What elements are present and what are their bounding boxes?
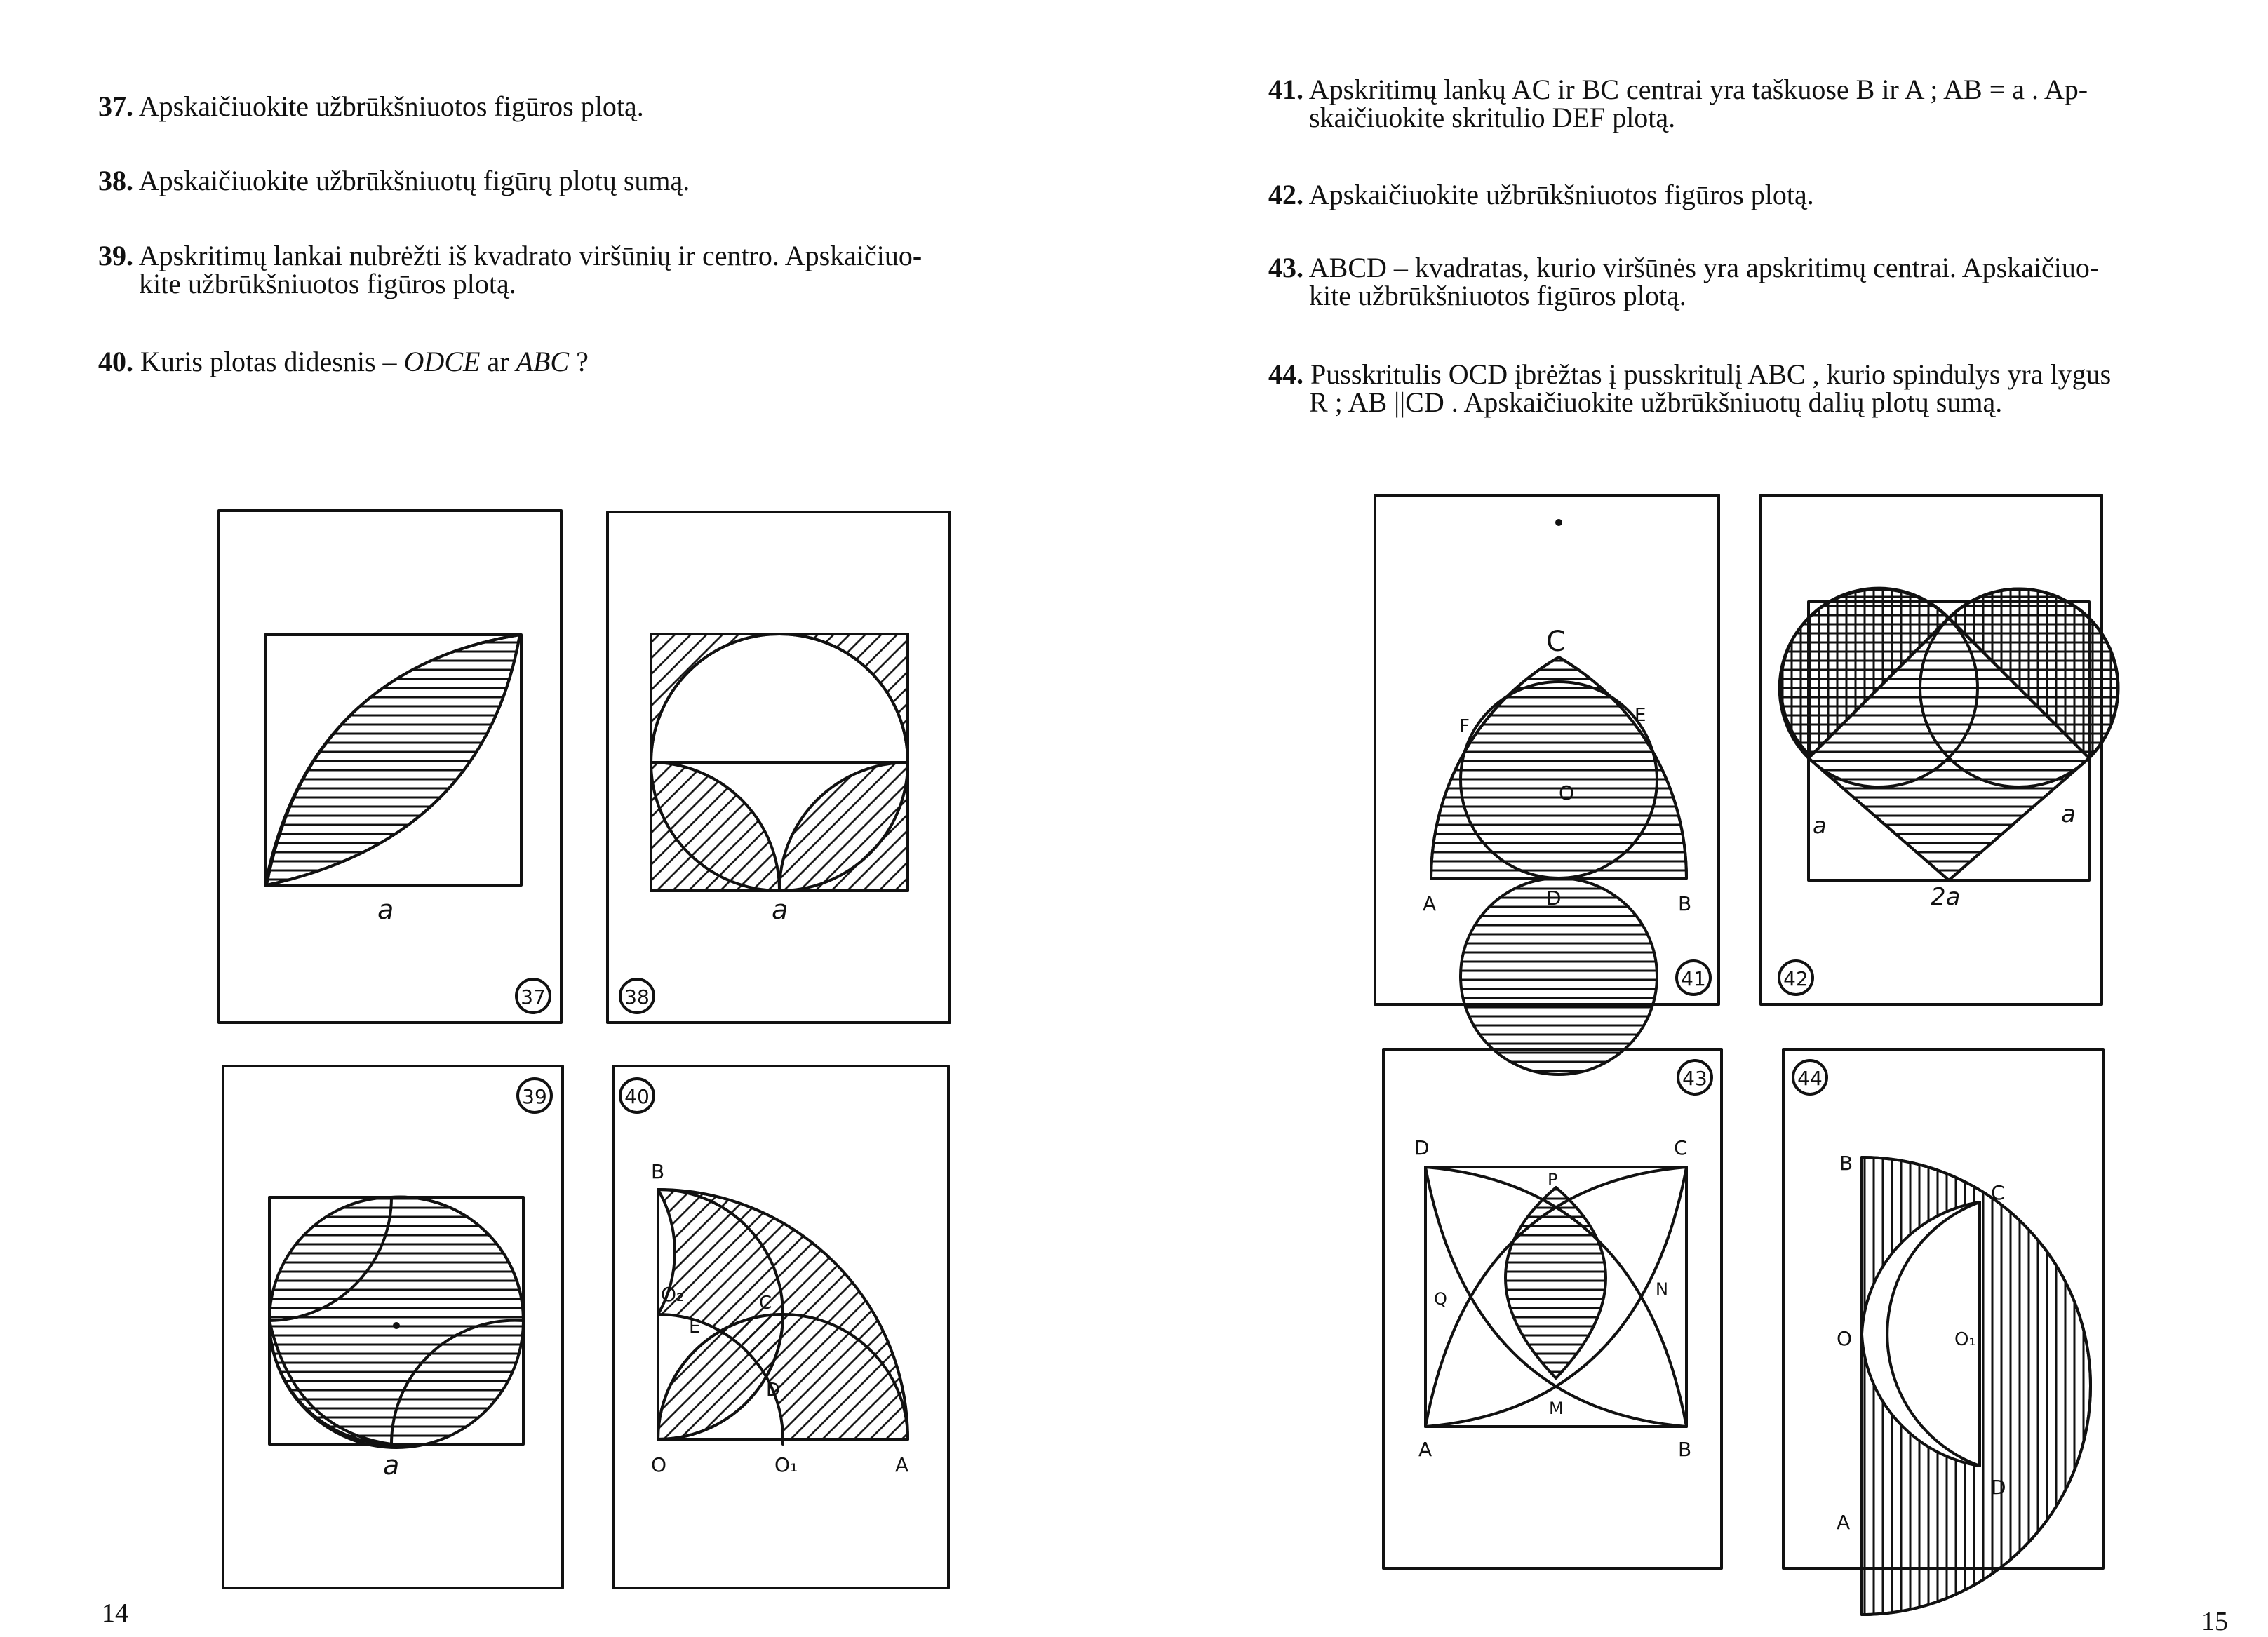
figure-44 [1783, 1049, 2103, 1615]
problem-number: 40. [98, 346, 133, 377]
problem-text: Apskritimų lankai nubrėžti iš kvadrato viršūnių ir centro. Apskaičiuo- [138, 240, 922, 271]
badge-44: 44 [1797, 1067, 1823, 1090]
badge-41: 41 [1681, 967, 1706, 990]
label-O1: O₁ [1954, 1329, 1976, 1350]
center-dot [394, 1323, 398, 1328]
label-B: B [1839, 1152, 1853, 1175]
page-number-left: 14 [102, 1598, 128, 1628]
label-Q: Q [1434, 1289, 1447, 1309]
label-a: a [377, 894, 394, 925]
badge-39: 39 [522, 1085, 547, 1108]
badge-37: 37 [521, 985, 546, 1009]
problem-number: 43. [1268, 252, 1303, 283]
label-A: A [1418, 1438, 1432, 1461]
badge-38: 38 [624, 985, 650, 1009]
label-B: B [1678, 1438, 1692, 1461]
label-A: A [1423, 892, 1437, 915]
label-a-left: a [1813, 812, 1827, 839]
label-C: C [1674, 1136, 1688, 1159]
label-O: O [651, 1453, 667, 1476]
problem-text: Apskaičiuokite užbrūkšniuotų figūrų plotų sumą. [138, 165, 690, 196]
problem-text-cont: R ; AB ||CD . Apskaičiuokite užbrūkšniuotų dalių plotų sumą. [1309, 386, 2003, 418]
problem-number: 38. [98, 165, 133, 196]
problem-number: 37. [98, 90, 133, 122]
problem-text-cont: kite užbrūkšniuotos figūros plotą. [1309, 280, 1686, 311]
figure-41 [1375, 495, 1719, 1075]
problem-text-cont: kite užbrūkšniuotos figūros plotą. [139, 268, 516, 299]
problem-term: ABC [516, 346, 570, 377]
label-a: a [383, 1450, 400, 1481]
problem-number: 44. [1268, 358, 1303, 390]
label-a-right: a [2061, 800, 2076, 828]
label-D: D [766, 1380, 781, 1401]
label-D: D [1546, 887, 1562, 910]
label-A: A [1837, 1511, 1851, 1534]
shaded-corner-tr [779, 634, 908, 762]
label-O1: O₁ [774, 1453, 798, 1476]
label-N: N [1656, 1279, 1668, 1299]
label-E: E [1635, 705, 1646, 726]
badge-40: 40 [624, 1085, 650, 1108]
shaded-center [1505, 1187, 1606, 1378]
label-O: O [1559, 781, 1575, 804]
label-C: C [1546, 626, 1566, 658]
figure-39 [223, 1066, 563, 1588]
label-F: F [1459, 716, 1470, 737]
label-a: a [772, 894, 789, 925]
label-2a: 2a [1931, 883, 1961, 911]
shaded-right [779, 762, 908, 891]
figure-43 [1383, 1049, 1722, 1568]
badge-43: 43 [1682, 1067, 1707, 1090]
label-O: O [1837, 1327, 1853, 1350]
problem-number: 41. [1268, 74, 1303, 105]
problem-text: Kuris plotas didesnis – [140, 346, 404, 377]
dot-top [1557, 520, 1561, 525]
label-D: D [1991, 1476, 2006, 1499]
label-B: B [651, 1160, 665, 1183]
page-number-right: 15 [2201, 1607, 2228, 1636]
problem-text: ar [480, 346, 516, 377]
label-O2: O₂ [661, 1283, 685, 1306]
shaded-left [651, 762, 779, 891]
label-E: E [689, 1316, 701, 1338]
shaded-lens [658, 1314, 783, 1439]
problem-number: 42. [1268, 179, 1303, 210]
shaded-corner-tl [651, 634, 779, 762]
label-B: B [1678, 892, 1692, 915]
problem-text: ABCD – kvadratas, kurio viršūnės yra apskritimų centrai. Apskaičiuo- [1308, 252, 2100, 283]
figure-37 [219, 511, 561, 1023]
problem-text: Apskaičiuokite užbrūkšniuotos figūros plotą. [1308, 179, 1814, 210]
problem-text: Pusskritulis OCD įbrėžtas į pusskritulį ABC , kurio spindulys yra lygus [1310, 358, 2112, 390]
figure-42 [1761, 495, 2118, 1004]
figure-40 [613, 1066, 948, 1588]
problem-term: ODCE [403, 346, 481, 377]
problem-text: Apskaičiuokite užbrūkšniuotos figūros plotą. [138, 90, 644, 122]
label-C: C [759, 1293, 772, 1314]
problem-text-cont: skaičiuokite skritulio DEF plotą. [1309, 102, 1676, 133]
badge-42: 42 [1783, 967, 1809, 990]
problem-text: Apskritimų lankų AC ir BC centrai yra taškuose B ir A ; AB = a . Ap- [1308, 74, 2088, 105]
label-C: C [1991, 1181, 2005, 1204]
figure-38 [608, 512, 950, 1023]
label-P: P [1548, 1170, 1558, 1190]
problem-text: ? [569, 346, 589, 377]
shaded-lens [267, 635, 520, 885]
problem-number: 39. [98, 240, 133, 271]
label-D: D [1414, 1136, 1430, 1159]
label-M: M [1549, 1399, 1564, 1418]
label-A: A [895, 1453, 909, 1476]
